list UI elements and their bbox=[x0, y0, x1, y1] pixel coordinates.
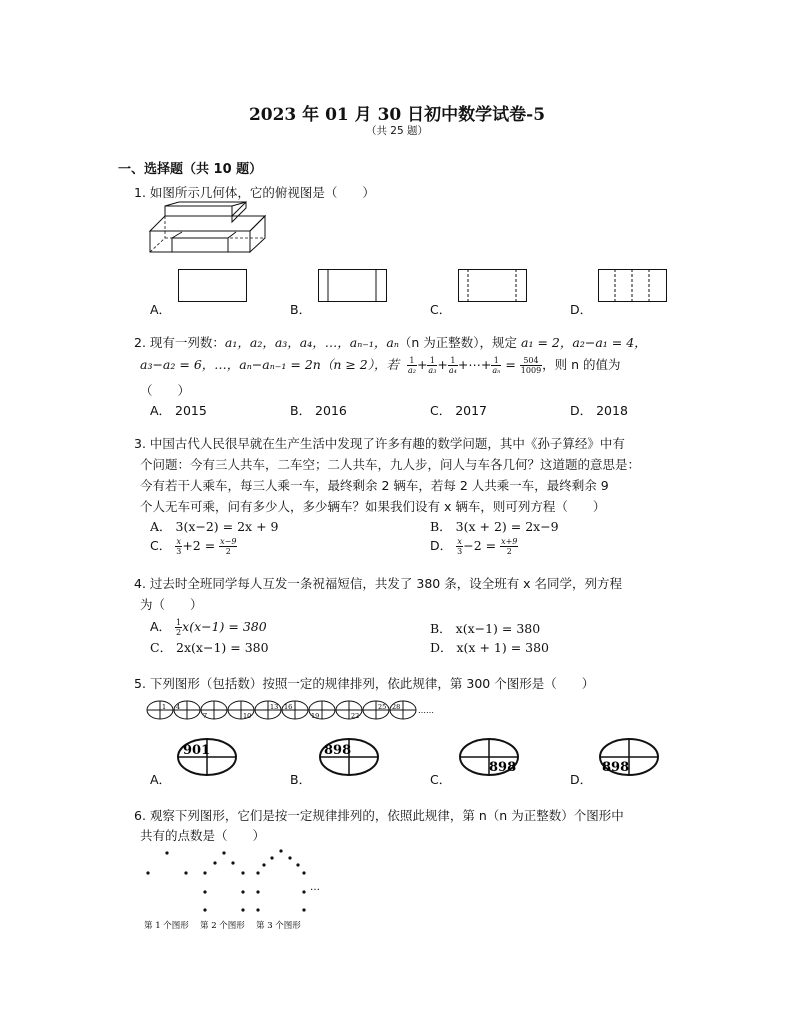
dot bbox=[302, 871, 305, 874]
q1-option-a-figure bbox=[178, 269, 248, 303]
dot bbox=[231, 861, 234, 864]
dot bbox=[203, 871, 206, 874]
q2-frac-1: $\frac{1}{\text{a₂}}$ bbox=[407, 356, 416, 375]
q1-option-a[interactable]: A． bbox=[150, 302, 172, 317]
q4-option-a[interactable]: A． $\frac{1}{2}$ x(x−1) = 380 bbox=[150, 618, 267, 637]
q2-option-b[interactable]: B． 2016 bbox=[290, 403, 347, 418]
q5-sequence-item bbox=[363, 701, 389, 719]
q2-frac-n: $\frac{1}{\text{aₙ}}$ bbox=[492, 356, 501, 375]
q3-option-a[interactable]: A． 3(x−2) = 2x + 9 bbox=[150, 519, 279, 534]
q6-caption-3: 第 3 个图形 bbox=[256, 921, 301, 931]
q5-sequence-number: 13 bbox=[270, 703, 279, 711]
q5-sequence-number: 28 bbox=[392, 703, 401, 711]
q3-line-4: 个人无车可乘，问有多少人，多少辆车？如果我们设有 x 辆车，则可列方程（ ） bbox=[140, 499, 606, 514]
q4-option-c[interactable]: C． 2x(x−1) = 380 bbox=[150, 640, 269, 655]
q5-option-a-figure bbox=[177, 738, 239, 778]
dot bbox=[262, 863, 265, 866]
q2-option-c[interactable]: C． 2017 bbox=[430, 403, 488, 418]
dot bbox=[203, 890, 206, 893]
dot bbox=[302, 908, 305, 911]
q1-option-b-figure bbox=[318, 269, 388, 303]
q4-option-b[interactable]: B． x(x−1) = 380 bbox=[430, 621, 541, 636]
q5-option-b-number: 898 bbox=[324, 743, 352, 758]
q3-line-1: 3. 中国古代人民很早就在生产生活中发现了许多有趣的数学问题，其中《孙子算经》中有 bbox=[134, 436, 625, 451]
q6-caption-1: 第 1 个图形 bbox=[144, 921, 189, 931]
q1-option-d-figure bbox=[598, 269, 668, 303]
dot bbox=[256, 890, 259, 893]
q3-option-c[interactable]: C． $\frac{x}{3}$ +2 = $\frac{x-9}{2}$ bbox=[150, 537, 237, 556]
q5-sequence-item bbox=[228, 701, 254, 720]
q5-option-a-number: 901 bbox=[183, 743, 211, 758]
q1-option-d[interactable]: D． bbox=[570, 302, 593, 317]
q2-line-3: （ ） bbox=[140, 383, 191, 398]
dot bbox=[296, 863, 299, 866]
q4-line-2: 为（ ） bbox=[140, 597, 203, 612]
q4-option-d[interactable]: D． x(x + 1) = 380 bbox=[430, 640, 550, 655]
q5-sequence-number: 22 bbox=[351, 712, 360, 720]
q2-recurrence: a₃−a₂ = 6，…，aₙ−aₙ₋₁ = 2n（n ≥ 2），若 bbox=[140, 357, 399, 372]
q2-frac-3: $\frac{1}{\text{a₄}}$ bbox=[448, 356, 457, 375]
q5-stem: 5. 下列图形（包括数）按照一定的规律排列，依此规律，第 300 个图形是（ ） bbox=[134, 676, 595, 691]
q2-option-d[interactable]: D． 2018 bbox=[570, 403, 628, 418]
dot bbox=[288, 856, 291, 859]
q5-option-d-figure bbox=[599, 738, 661, 778]
q2-frac-2: $\frac{1}{\text{a₃}}$ bbox=[428, 356, 437, 375]
q6-line-1: 6. 观察下列图形，它们是按一定规律排列的，依照此规律，第 n（n 为正整数）个图形中 bbox=[134, 808, 624, 823]
dot bbox=[213, 861, 216, 864]
q5-sequence-ellipsis: …… bbox=[418, 706, 434, 715]
q3-line-3: 今有若干人乘车，每三人乘一车，最终剩余 2 辆车，若每 2 人共乘一车，最终剩余 9 bbox=[140, 478, 609, 493]
q2-line1-pre: 2. 现有一列数： bbox=[134, 335, 225, 350]
q5-sequence-figure bbox=[146, 699, 466, 723]
q1-option-c-figure bbox=[458, 269, 528, 303]
q1-stem: 1. 如图所示几何体，它的俯视图是（ ） bbox=[134, 185, 375, 200]
q3-option-d[interactable]: D． $\frac{x}{3}$ −2 = $\frac{x+9}{2}$ bbox=[430, 537, 518, 556]
q6-ellipsis: … bbox=[310, 882, 320, 893]
q2-frac-rhs: $\frac{504}{1009}$ bbox=[520, 356, 542, 375]
q1-option-c[interactable]: C． bbox=[430, 302, 452, 317]
q3-option-b[interactable]: B． 3(x + 2) = 2x−9 bbox=[430, 519, 559, 534]
dot bbox=[184, 871, 187, 874]
question-count: （共 25 题） bbox=[365, 125, 429, 137]
q5-sequence-item bbox=[309, 701, 335, 720]
q5-sequence-item bbox=[174, 701, 200, 719]
dot bbox=[241, 908, 244, 911]
q5-sequence-item bbox=[147, 701, 173, 719]
dot bbox=[222, 851, 225, 854]
q5-sequence-item bbox=[336, 701, 362, 720]
q5-option-a[interactable]: A． bbox=[150, 772, 172, 787]
q5-option-d[interactable]: D． bbox=[570, 772, 593, 787]
page-title: 2023 年 01 月 30 日初中数学试卷-5 bbox=[248, 105, 546, 125]
q1-option-b[interactable]: B． bbox=[290, 302, 312, 317]
dot bbox=[241, 871, 244, 874]
q5-sequence-number: 19 bbox=[311, 712, 320, 720]
q5-sequence-item bbox=[282, 701, 308, 719]
q5-sequence-number: 25 bbox=[378, 703, 387, 711]
q5-option-d-number: 898 bbox=[602, 760, 630, 775]
dot bbox=[270, 856, 273, 859]
q5-option-c[interactable]: C． bbox=[430, 772, 452, 787]
q2-line-2: a₃−a₂ = 6，…，aₙ−aₙ₋₁ = 2n（n ≥ 2），若 $\frac{1}{\text{a₂}}$ + $\frac{1}{\text{a₃}}$ + $\frac{1}{\text{a₄}}$ +⋯+ $\frac{1}{\text{aₙ}}$ = $\frac{504}{1009}$ ，则 n 的值为 bbox=[140, 356, 621, 375]
q6-dot-figures bbox=[140, 846, 340, 936]
q2-line1-mid: （n 为正整数），规定 bbox=[398, 335, 518, 350]
q5-sequence-number: 16 bbox=[284, 703, 293, 711]
q5-sequence-number: 7 bbox=[203, 712, 208, 720]
dot bbox=[241, 890, 244, 893]
q2-condition: a₁ = 2，a₂−a₁ = 4， bbox=[521, 335, 647, 350]
dot bbox=[256, 871, 259, 874]
dot bbox=[256, 908, 259, 911]
q5-option-b[interactable]: B． bbox=[290, 772, 312, 787]
q5-sequence-number: 1 bbox=[162, 703, 167, 711]
section-heading: 一、选择题（共 10 题） bbox=[118, 162, 263, 177]
dot bbox=[203, 908, 206, 911]
q2-option-a[interactable]: A． 2015 bbox=[150, 403, 207, 418]
q5-option-b-figure bbox=[319, 738, 381, 778]
q5-sequence-item bbox=[201, 701, 227, 720]
q6-caption-2: 第 2 个图形 bbox=[200, 921, 245, 931]
q5-sequence-item bbox=[255, 701, 281, 719]
q3-line-2: 个问题：今有三人共车，二车空；二人共车，九人步，问人与车各几何？这道题的意思是： bbox=[140, 457, 641, 472]
q2-sequence: a₁，a₂，a₃，a₄，…，aₙ₋₁，aₙ bbox=[224, 335, 399, 350]
q5-option-c-number: 898 bbox=[489, 760, 517, 775]
q5-sequence-number: 10 bbox=[243, 712, 252, 720]
q1-solid-figure bbox=[150, 206, 280, 256]
q5-option-c-figure bbox=[459, 738, 521, 778]
q2-line2-b: ，则 n 的值为 bbox=[542, 357, 621, 372]
q6-line-2: 共有的点数是（ ） bbox=[140, 828, 266, 843]
dot bbox=[302, 890, 305, 893]
q5-sequence-number: 4 bbox=[176, 703, 181, 711]
q5-sequence-item bbox=[390, 701, 416, 719]
dot bbox=[146, 871, 149, 874]
q4-line-1: 4. 过去时全班同学每人互发一条祝福短信，共发了 380 条，设全班有 x 名同学，列方程 bbox=[134, 576, 623, 591]
dot bbox=[165, 851, 168, 854]
dot bbox=[279, 849, 282, 852]
q2-line-1 bbox=[134, 333, 647, 351]
